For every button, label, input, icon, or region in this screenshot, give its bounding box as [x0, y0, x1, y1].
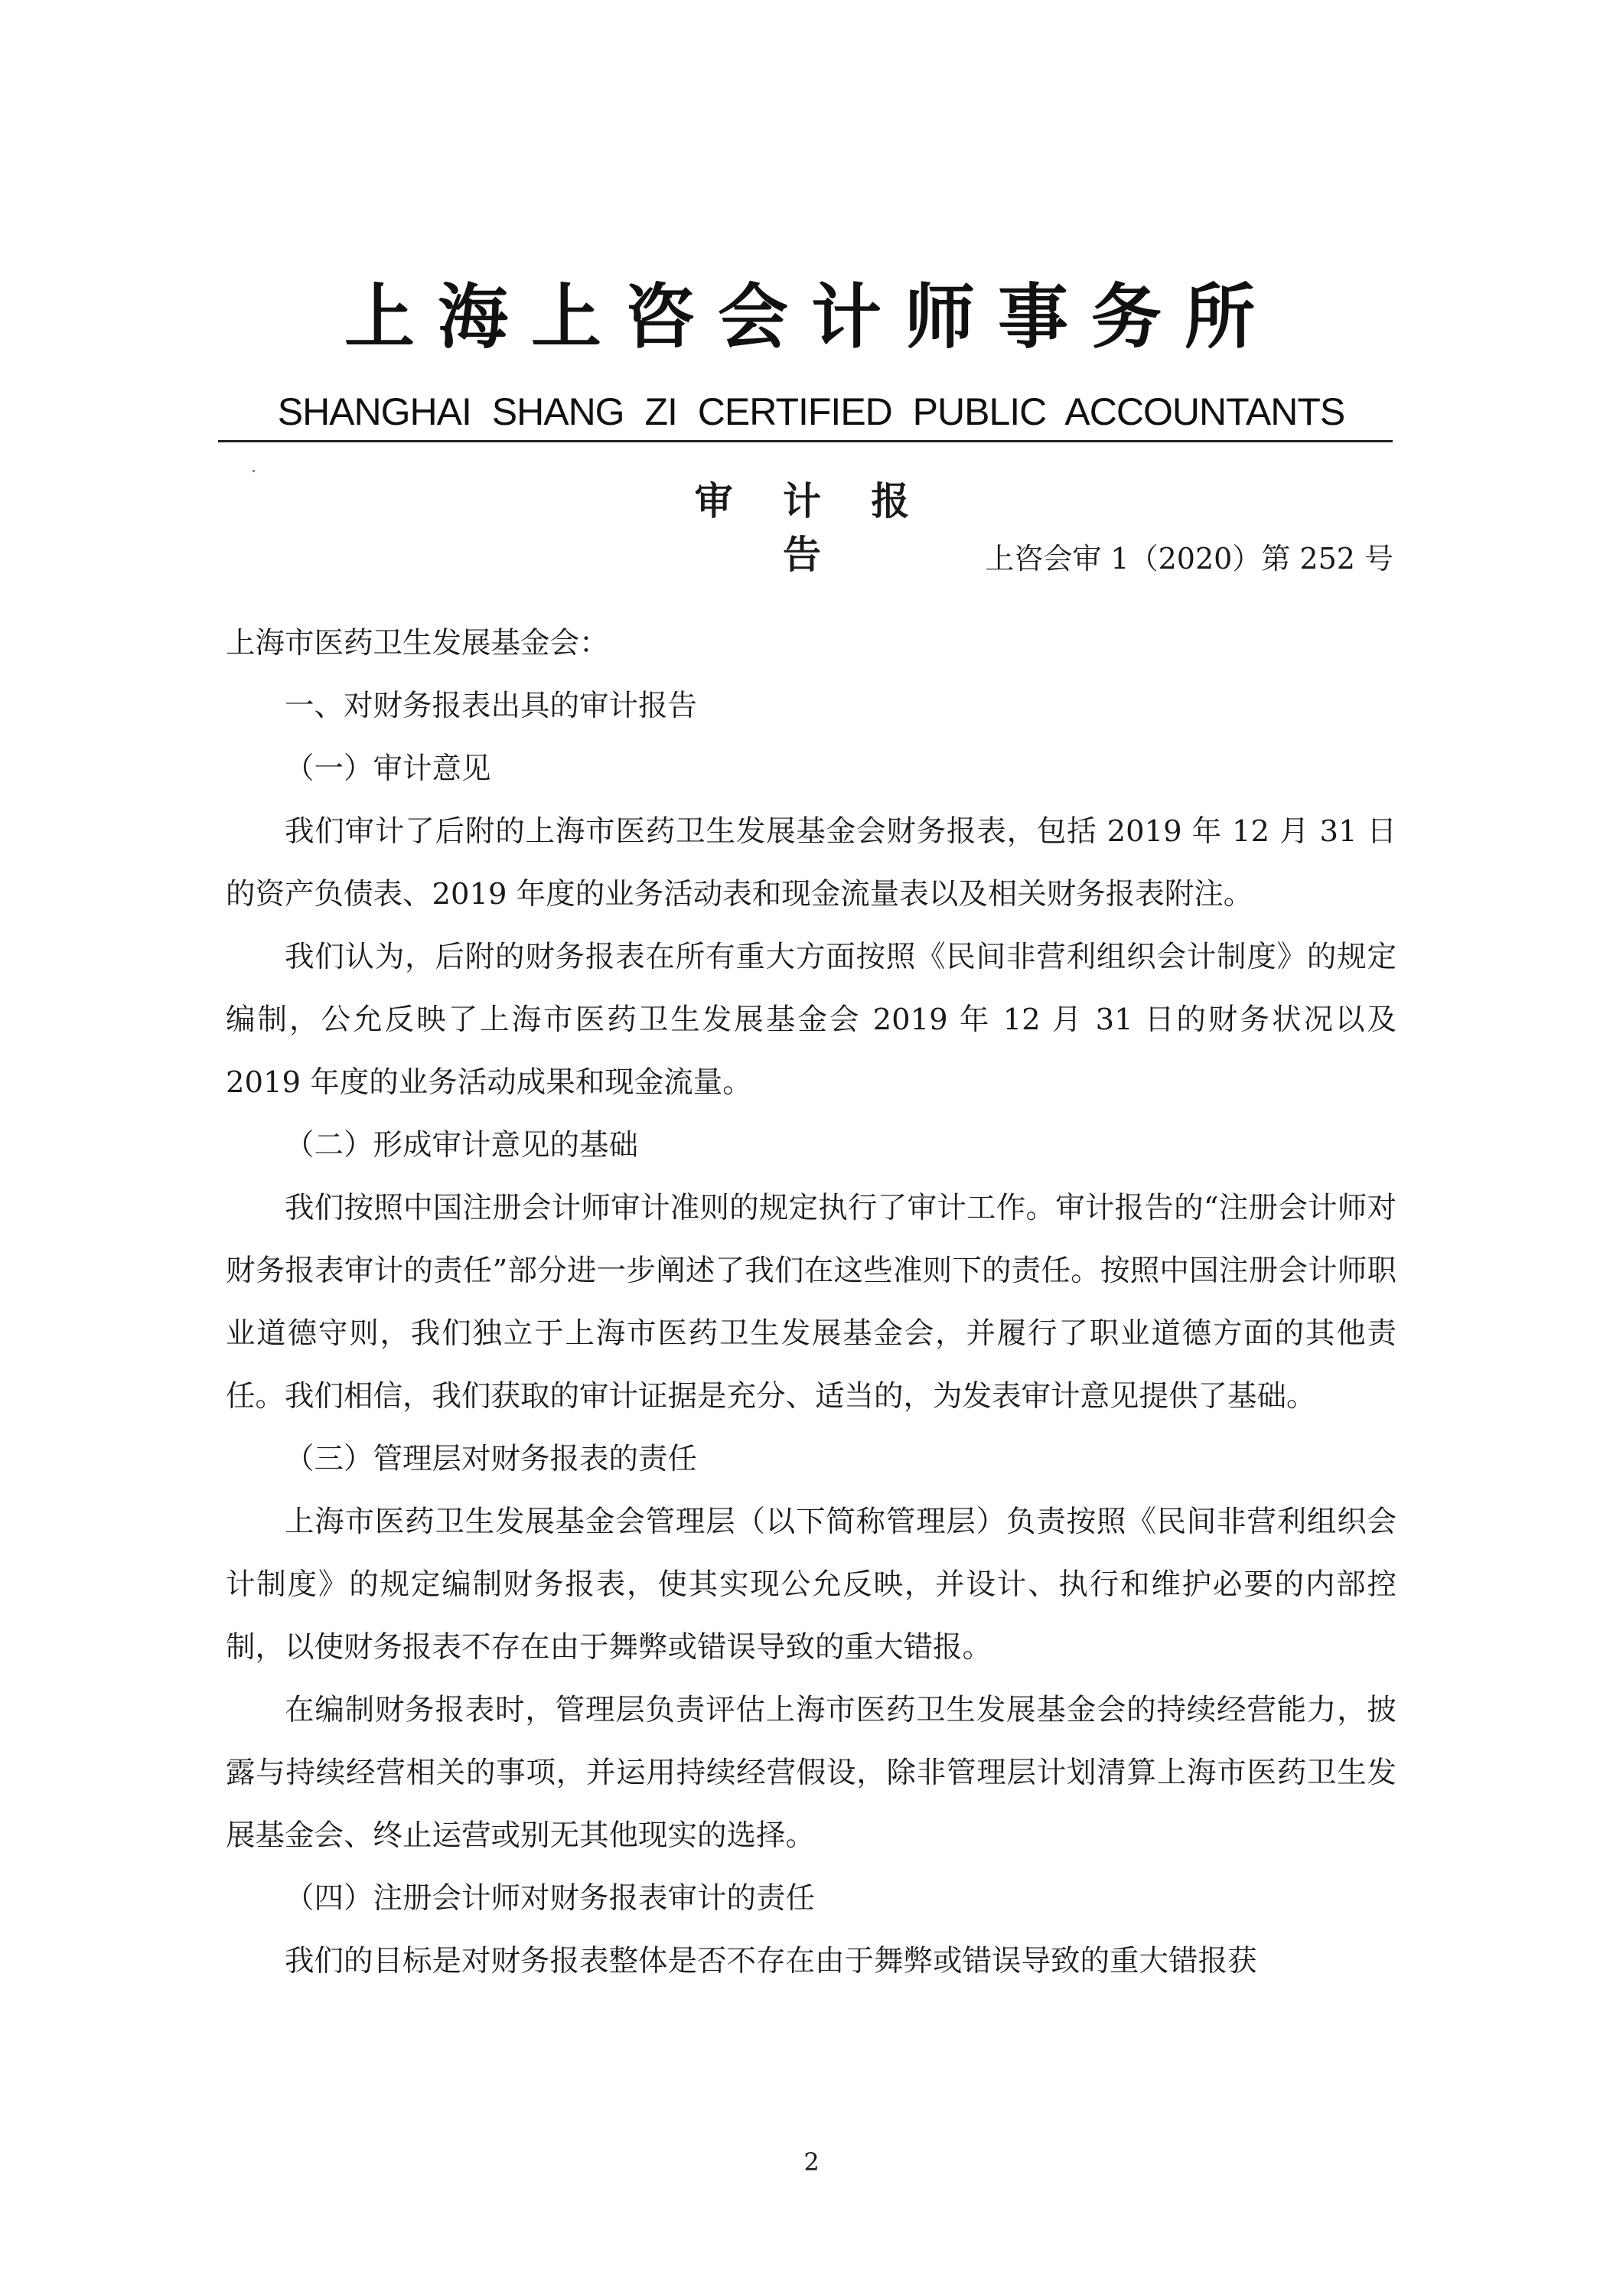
- firm-name-english: SHANGHAI SHANG ZI CERTIFIED PUBLIC ACCOUNTANTS: [277, 390, 1345, 433]
- paragraph-management-responsibility: 上海市医药卫生发展基金会管理层（以下简称管理层）负责按照《民间非营利组织会计制度》的规定编制财务报表，使其实现公允反映，并设计、执行和维护必要的内部控制，以使财务报表不存在由于舞弊或错误导致的重大错报。: [226, 1505, 1396, 1665]
- page-number: 2: [803, 2148, 820, 2177]
- subsection-heading-opinion: （一）审计意见: [285, 752, 491, 786]
- paragraph-audit-scope: 我们审计了后附的上海市医药卫生发展基金会财务报表，包括 2019 年 12 月 31 日的资产负债表、2019 年度的业务活动表和现金流量表以及相关财务报表附注。: [226, 814, 1396, 912]
- report-title: 审 计 报 告: [694, 479, 928, 577]
- paragraph-opinion: 我们认为，后附的财务报表在所有重大方面按照《民间非营利组织会计制度》的规定编制，公允反映了上海市医药卫生发展基金会 2019 年 12 月 31 日的财务状况以及 2019 年度的业务活动成果和现金流量。: [226, 940, 1396, 1100]
- addressee: 上海市医药卫生发展基金会：: [226, 626, 609, 660]
- firm-name-chinese: 上海上咨会计师事务所: [344, 276, 1278, 358]
- subsection-heading-basis: （二）形成审计意见的基础: [285, 1128, 639, 1163]
- paragraph-auditor-objective: 我们的目标是对财务报表整体是否不存在由于舞弊或错误导致的重大错报获: [285, 1944, 1257, 1978]
- paragraph-going-concern: 在编制财务报表时，管理层负责评估上海市医药卫生发展基金会的持续经营能力，披露与持续经营相关的事项，并运用持续经营假设，除非管理层计划清算上海市医药卫生发展基金会、终止运营或别无其他现实的选择。: [226, 1693, 1396, 1853]
- subsection-heading-management: （三）管理层对财务报表的责任: [285, 1442, 698, 1476]
- section-heading-1: 一、对财务报表出具的审计报告: [285, 689, 698, 723]
- paragraph-basis: 我们按照中国注册会计师审计准则的规定执行了审计工作。审计报告的“注册会计师对财务报表审计的责任”部分进一步阐述了我们在这些准则下的责任。按照中国注册会计师职业道德守则，我们独立于上海市医药卫生发展基金会，并履行了职业道德方面的其他责任。我们相信，我们获取的审计证据是充分、适当的，为发表审计意见提供了基础。: [226, 1191, 1396, 1414]
- subsection-heading-auditor: （四）注册会计师对财务报表审计的责任: [285, 1881, 816, 1916]
- scan-speck: [253, 470, 255, 472]
- header-divider: [218, 440, 1393, 442]
- report-body: [226, 612, 1396, 1993]
- report-number: 上咨会审 1（2020）第 252 号: [985, 542, 1393, 576]
